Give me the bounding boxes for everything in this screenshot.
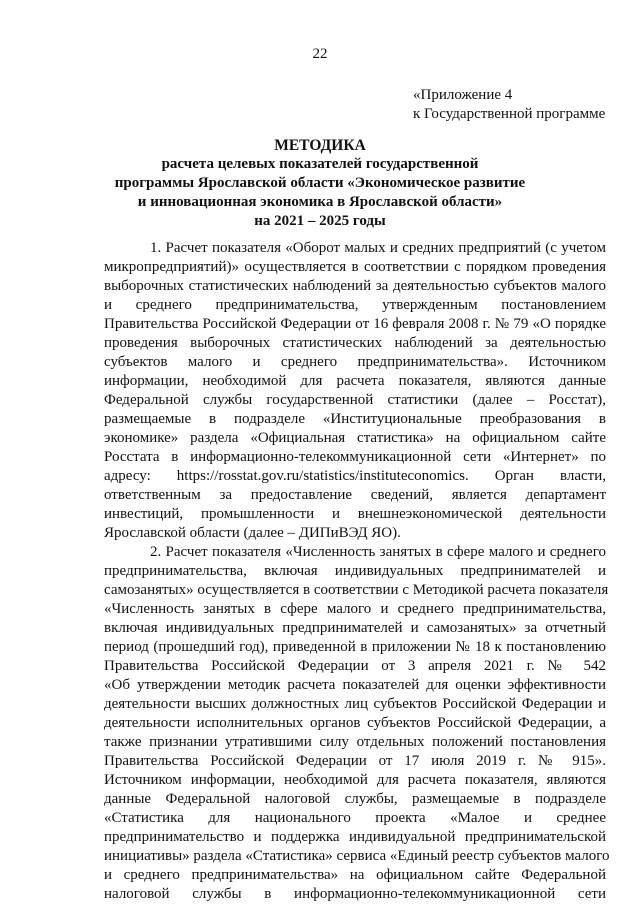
paragraph-1-line: информации, необходимой для расчета показателя, являются данные: [104, 373, 606, 389]
body-text: [104, 239, 610, 904]
paragraph-2-line: данные Федеральной налоговой службы, размещаемые в подразделе: [104, 791, 606, 807]
paragraph-1-line: Росстата в информационно-телекоммуникационной сети «Интернет» по: [104, 449, 606, 465]
paragraph-1-line: размещаемые в подразделе «Институциональные преобразования в: [104, 411, 606, 427]
paragraph-2-line: инициативы» раздела «Статистика» сервиса «Единый реестр субъектов малого: [104, 848, 610, 864]
appendix-reference: [413, 86, 605, 124]
document-title: [0, 136, 640, 231]
paragraph-2-line: предпринимательство и поддержка индивидуальной предпринимательской: [104, 829, 606, 845]
paragraph-2-line: включая индивидуальных предпринимателей и самозанятых» за отчетный: [104, 620, 606, 636]
paragraph-2-line: предпринимательства, включая индивидуальных предпринимателей и: [104, 563, 606, 579]
appendix-line: «Приложение 4: [413, 87, 513, 103]
paragraph-1-line: адресу: https://rosstat.gov.ru/statistics/instituteconomics. Орган власти,: [104, 468, 606, 484]
paragraph-1-line: 1. Расчет показателя «Оборот малых и средних предприятий (с учетом: [150, 240, 606, 256]
title-line: МЕТОДИКА: [274, 137, 366, 154]
paragraph-1-line: выборочных статистических наблюдений за деятельностью субъектов малого: [104, 278, 606, 294]
paragraph-1-line: микропредприятий)» осуществляется в соответствии с порядком проведения: [104, 259, 606, 275]
paragraph-2-line: деятельности высших должностных лиц субъектов Российской Федерации и: [104, 696, 606, 712]
paragraph-1-line: Ярославской области (далее – ДИПиВЭД ЯО).: [104, 525, 401, 541]
paragraph-2-line: самозанятых» осуществляется в соответствии с Методикой расчета показателя: [104, 582, 609, 598]
paragraph-1-line: проведения выборочных статистических наблюдений за деятельностью: [104, 335, 606, 351]
paragraph-2-line: период (прошедший год), приведенной в приложении № 18 к постановлению: [104, 639, 606, 655]
paragraph-2-line: «Об утверждении методик расчета показателей для оценки эффективности: [104, 677, 606, 693]
appendix-line: к Государственной программе: [413, 106, 606, 122]
page-number: 22: [312, 46, 328, 62]
paragraph-1-line: ответственным за предоставление сведений, является департамент: [104, 487, 606, 503]
paragraph-2-line: Источником информации, необходимой для расчета показателя, являются: [104, 772, 606, 788]
paragraph-1-line: Правительства Российской Федерации от 16 февраля 2008 г. № 79 «О порядке: [104, 316, 606, 332]
paragraph-2-line: налоговой службы в информационно-телекоммуникационной сети: [104, 886, 606, 902]
paragraph-1-line: Федеральной службы государственной статистики (далее – Росстат),: [104, 392, 606, 408]
paragraph-2-line: также признании утратившими силу отдельных положений постановления: [104, 734, 606, 750]
paragraph-1-line: экономике» раздела «Официальная статистика» на официальном сайте: [104, 430, 606, 446]
paragraph-2-line: «Численность занятых в сфере малого и среднего предпринимательства,: [104, 601, 606, 617]
paragraph-1-line: и среднего предпринимательства, утвержденным постановлением: [104, 297, 606, 313]
paragraph-2-line: деятельности исполнительных органов субъектов Российской Федерации, а: [104, 715, 606, 731]
paragraph-2-line: Правительства Российской Федерации от 17 июля 2019 г. № 915».: [104, 753, 606, 769]
paragraph-2-line: 2. Расчет показателя «Численность занятых в сфере малого и среднего: [150, 544, 606, 560]
paragraph-1-line: субъектов малого и среднего предпринимательства». Источником: [104, 354, 606, 370]
title-line: на 2021 – 2025 годы: [254, 213, 386, 229]
title-line: расчета целевых показателей государственной: [161, 156, 479, 172]
paragraph-2-line: Правительства Российской Федерации от 3 апреля 2021 г. № 542: [104, 658, 606, 674]
title-line: и инновационная экономика в Ярославской области»: [137, 194, 503, 210]
title-line: программы Ярославской области «Экономическое развитие: [114, 175, 526, 191]
paragraph-2-line: «Статистика для национального проекта «Малое и среднее: [104, 810, 606, 826]
paragraph-1-line: инвестиций, промышленности и внешнеэкономической деятельности: [104, 506, 606, 522]
paragraph-2-line: и среднего предпринимательства» на официальном сайте Федеральной: [104, 867, 606, 883]
